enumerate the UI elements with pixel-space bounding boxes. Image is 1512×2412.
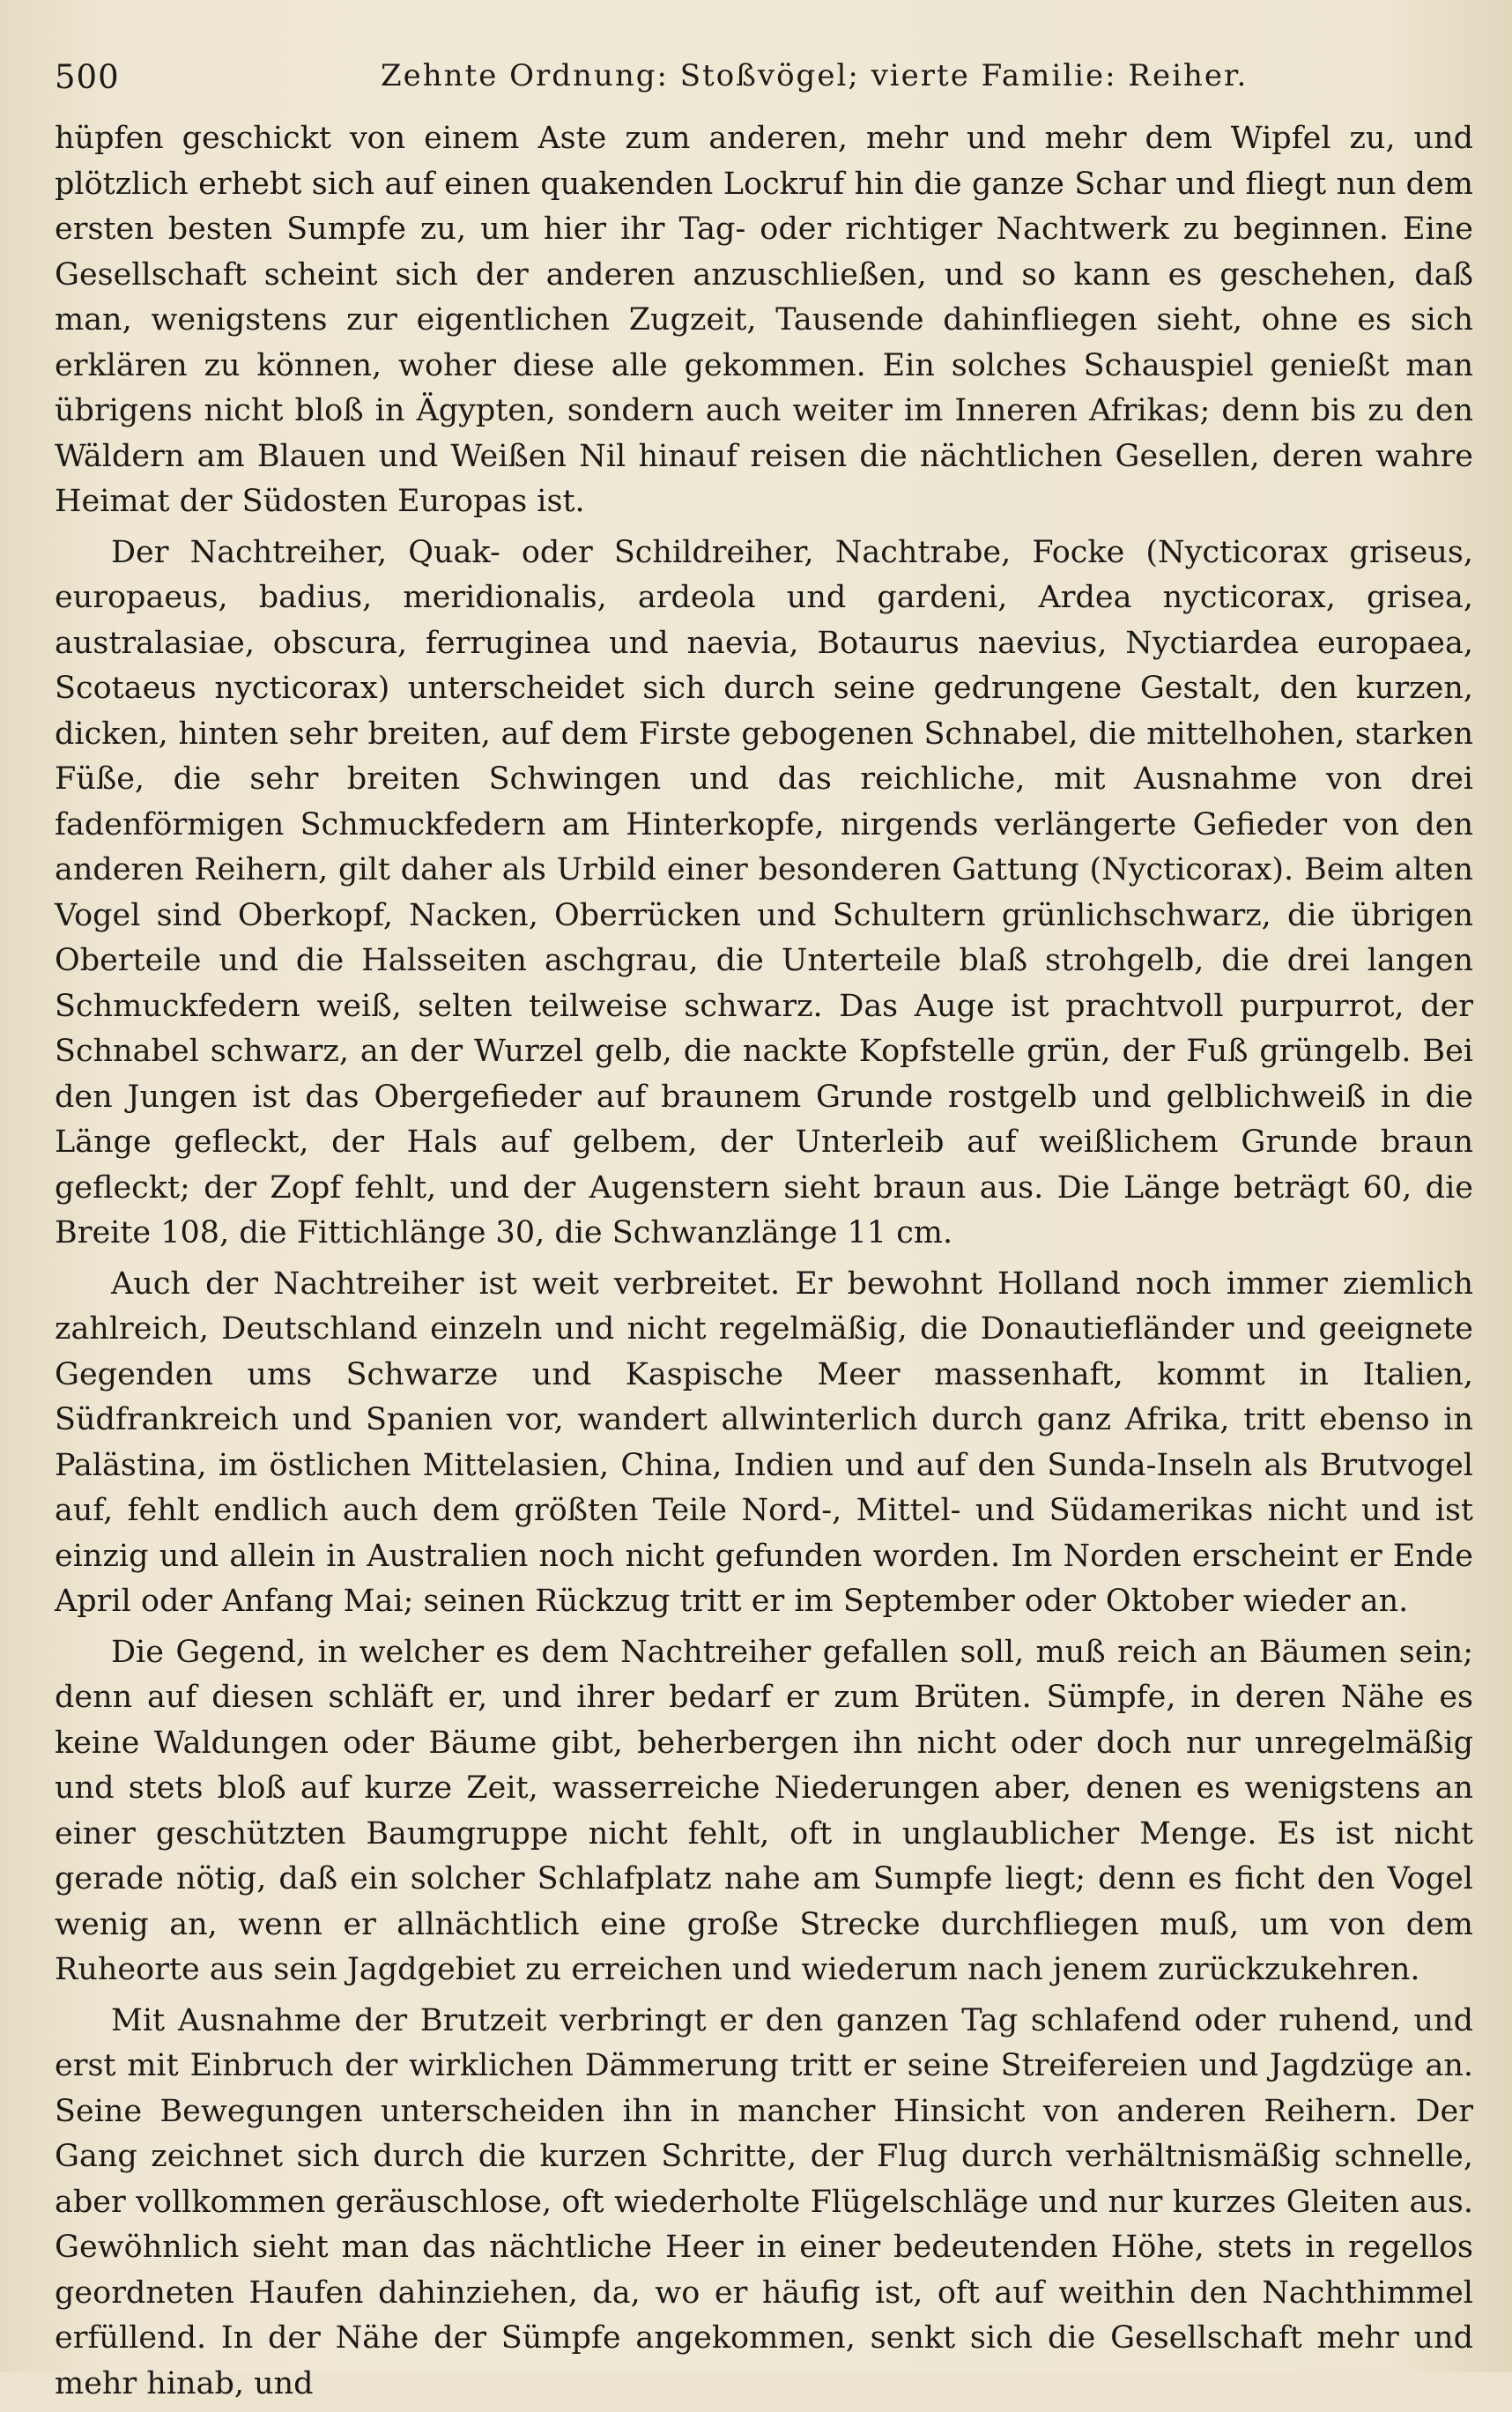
paragraph-habitat: Die Gegend, in welcher es dem Nachtreiher gefallen soll, muß reich an Bäumen sein; denn auf diesen schläft er, und ihrer bedarf er zum Brüten. Sümpfe, in deren Nähe es keine Waldungen oder Bäume gibt, beherbergen ihn nicht oder doch nur unregelmäßig und stets bloß auf kurze Zeit, wasserreiche Niederungen aber, denen es wenigstens an einer geschützten Baumgruppe nicht fehlt, oft in unglaublicher Menge. Es ist nicht gerade nötig, daß ein solcher Schlafplatz nahe am Sumpfe liegt; denn es ficht den Vogel wenig an, wenn er allnächtlich eine große Strecke durchfliegen muß, um von dem Ruheorte aus sein Jagdgebiet zu erreichen und wiederum nach jenem zurückzukehren.: [55, 1634, 1473, 1987]
page-number: 500: [55, 58, 120, 96]
page-body: [55, 116, 1473, 2412]
page-header: [55, 49, 1473, 99]
paragraph-distribution: Auch der Nachtreiher ist weit verbreitet. Er bewohnt Holland noch immer ziemlich zahlreich, Deutschland einzeln und nicht regelmäßig, die Donautiefländer und geeignete Gegenden ums Schwarze und Kaspische Meer massenhaft, kommt in Italien, Südfrankreich und Spanien vor, wandert allwinterlich durch ganz Afrika, tritt ebenso in Palästina, im östlichen Mittelasien, China, Indien und auf den Sunda-Inseln als Brutvogel auf, fehlt endlich auch dem größten Teile Nord-, Mittel- und Südamerikas nicht und ist einzig und allein in Australien noch nicht gefunden worden. Im Norden erscheint er Ende April oder Anfang Mai; seinen Rückzug tritt er im September oder Oktober wieder an.: [55, 1265, 1473, 1619]
paragraph-description: Der Nachtreiher, Quak- oder Schildreiher, Nachtrabe, Focke (Nycticorax griseus, europaeus, badius, meridionalis, ardeola und gardeni, Ardea nycticorax, grisea, australasiae, obscura, ferruginea und naevia, Botaurus naevius, Nyctiardea europaea, Scotaeus nycticorax) unterscheidet sich durch seine gedrungene Gestalt, den kurzen, dicken, hinten sehr breiten, auf dem Firste gebogenen Schnabel, die mittelhohen, starken Füße, die sehr breiten Schwingen und das reichliche, mit Ausnahme von drei fadenförmigen Schmuckfedern am Hinterkopfe, nirgends verlängerte Gefieder von den anderen Reihern, gilt daher als Urbild einer besonderen Gattung (Nycticorax). Beim alten Vogel sind Oberkopf, Nacken, Oberrücken und Schultern grünlichschwarz, die übrigen Oberteile und die Halsseiten aschgrau, die Unterteile blaß strohgelb, die drei langen Schmuckfedern weiß, selten teilweise schwarz. Das Auge ist prachtvoll purpurrot, der Schnabel schwarz, an der Wurzel gelb, die nackte Kopfstelle grün, der Fuß grüngelb. Bei den Jungen ist das Obergefieder auf braunem Grunde rostgelb und gelblichweiß in die Länge gefleckt, der Hals auf gelbem, der Unterleib auf weißlichem Grunde braun gefleckt; der Zopf fehlt, und der Augenstern sieht braun aus. Die Länge beträgt 60, die Breite 108, die Fittichlänge 30, die Schwanzlänge 11 cm.: [55, 534, 1473, 1251]
paragraph-behavior: Mit Ausnahme der Brutzeit verbringt er den ganzen Tag schlafend oder ruhend, und erst mit Einbruch der wirklichen Dämmerung tritt er seine Streifereien und Jagdzüge an. Seine Bewegungen unterscheiden ihn in mancher Hinsicht von anderen Reihern. Der Gang zeichnet sich durch die kurzen Schritte, der Flug durch verhältnismäßig schnelle, aber vollkommen geräuschlose, oft wiederholte Flügelschläge und nur kurzes Gleiten aus. Gewöhnlich sieht man das nächtliche Heer in einer bedeutenden Höhe, stets in regellos geordneten Haufen dahinziehen, da, wo er häufig ist, oft auf weithin den Nachthimmel erfüllend. In der Nähe der Sümpfe angekommen, senkt sich die Gesellschaft mehr und mehr hinab, und: [55, 2002, 1473, 2401]
running-head: Zehnte Ordnung: Stoßvögel; vierte Familie: Reiher.: [381, 58, 1249, 93]
paragraph-continuation: hüpfen geschickt von einem Aste zum anderen, mehr und mehr dem Wipfel zu, und plötzlich erhebt sich auf einen quakenden Lockruf hin die ganze Schar und fliegt nun dem ersten besten Sumpfe zu, um hier ihr Tag- oder richtiger Nachtwerk zu beginnen. Eine Gesellschaft scheint sich der anderen anzuschließen, und so kann es geschehen, daß man, wenigstens zur eigentlichen Zugzeit, Tausende dahinfliegen sieht, ohne es sich erklären zu können, woher diese alle gekommen. Ein solches Schauspiel genießt man übrigens nicht bloß in Ägypten, sondern auch weiter im Inneren Afrikas; denn bis zu den Wäldern am Blauen und Weißen Nil hinauf reisen die nächtlichen Gesellen, deren wahre Heimat der Südosten Europas ist.: [55, 121, 1473, 519]
